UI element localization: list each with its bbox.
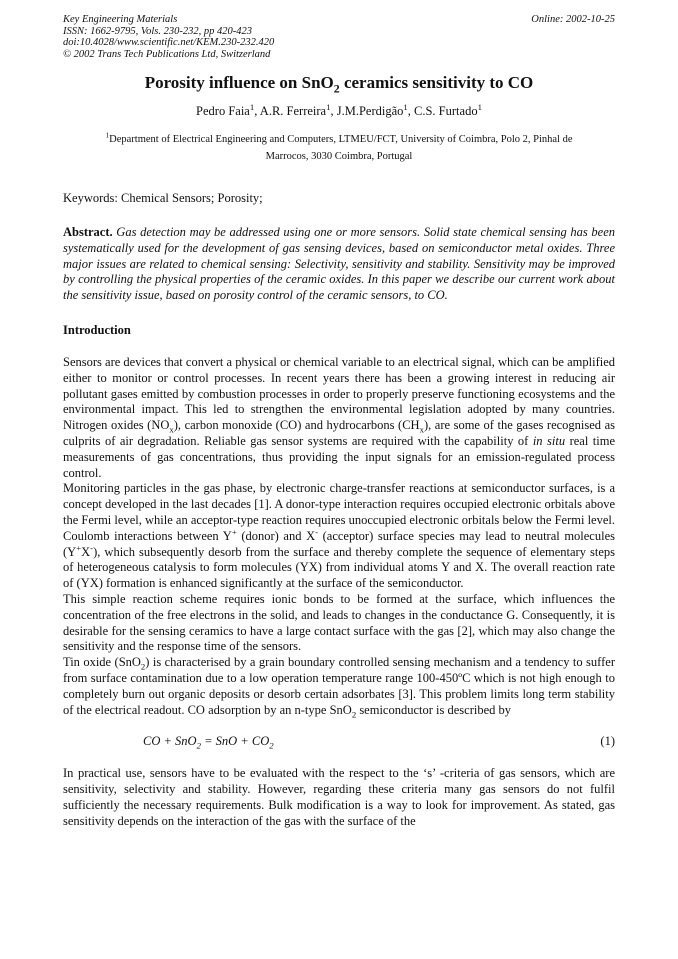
paper-title: Porosity influence on SnO$_2$ ceramics sensitivity to CO bbox=[144, 73, 534, 96]
abstract bbox=[63, 225, 615, 304]
paragraph: This simple reaction scheme requires ionic bonds to be formed at the surface, which influences the concentration of the free electrons in the solid, and leads to changes in the conductance G. Consequently, it is desirable for the sensing ceramics to have a large contact surface with the gas [2], which may also change the sensitivity and the response time of the sensors. bbox=[63, 591, 615, 654]
paragraph: In practical use, sensors have to be evaluated with the respect to the ‘s’ -criteria of gas sensors, which are sensitivity, selectivity and stability. However, regarding these criteria many gas sensors do not fulfil sufficiently the necessary requirements. Bulk modification is a way to look for improvement. As stated, gas sensitivity depends on the interaction of the gas with the surface of the bbox=[63, 766, 615, 828]
abstract-label: Abstract. bbox=[63, 225, 113, 239]
online-date: Online: 2002-10-25 bbox=[531, 14, 615, 25]
author: A.R. Ferreira bbox=[259, 104, 327, 118]
journal-copyright: © 2002 Trans Tech Publications Ltd, Switzerland bbox=[63, 48, 271, 60]
keywords: Keywords: Chemical Sensors; Porosity; bbox=[63, 191, 263, 205]
paper-page bbox=[63, 14, 615, 830]
abstract-text: Gas detection may be addressed using one or more sensors. Solid state chemical sensing has been systematically used for the development of gas sensing devices, based on semiconductor metal oxides. Three major issues are related to chemical sensing: Selectivity, sensitivity and stability. Sensitivity may be improved by controlling the physical properties of the ceramic oxides. In this paper we describe our current work about the sensitivity issue, based on porosity control of the ceramic sensors, to CO. bbox=[63, 225, 615, 303]
journal-issn: ISSN: 1662-9795, Vols. 230-232, pp 420-423 bbox=[63, 25, 252, 37]
journal-header bbox=[63, 14, 615, 60]
introduction-body-continued bbox=[63, 766, 615, 829]
author: J.M.Perdigão bbox=[336, 104, 404, 118]
paragraph: Monitoring particles in the gas phase, by electronic charge-transfer reactions at semiconductor surfaces, is a concept developed in the last decades [1]. A donor-type interaction requires occupied electronic orbitals above the Fermi level, while an acceptor-type reaction requires unoccupied electronic orbitals below the Fermi level. Coulomb interactions between Y+ (donor) and X- (acceptor) surface species may lead to neutral molecules (Y+X-), which subsequently desorb from the surface and thereby complete the sequence of elementary steps of heterogeneous catalysis to form molecules (YX) from individual atoms Y and X. The overall reaction rate of (YX) formation is enhanced significantly at the surface of the semiconductor. bbox=[63, 481, 615, 591]
equation-number: (1) bbox=[600, 734, 615, 749]
journal-doi: doi:10.4028/www.scientific.net/KEM.230-232.420 bbox=[63, 37, 275, 48]
section-title-introduction: Introduction bbox=[63, 322, 131, 337]
paragraph: Sensors are devices that convert a physical or chemical variable to an electrical signal, which can be amplified either to monitor or control processes. In recent years there has been a growing interest in reducing air pollutant gases emitted by combustion processes in order to properly preserve functioning ecosystems and the environmental impact. This led to strengthen the environmental legislation adopted by many countries. Nitrogen oxides $(NO_x)$, carbon monoxide (CO) and hydrocarbons $(CH_x)$, are some of the gases recognised as culprits of air degradation. Reliable gas sensor systems are required with the capability of in situ real time measurements of gas concentrations, thus providing the input signals for an emission-regulated process control. bbox=[63, 354, 616, 480]
author: C.S. Furtado bbox=[414, 104, 478, 118]
introduction-body bbox=[63, 355, 615, 718]
affiliation: $^1$Department of Electrical Engineering and Computers, LTMEU/FCT, University of Coimbra, Polo 2, Pinhal de Marrocos, 3030 Coimbra, Portugal bbox=[105, 130, 573, 162]
equation-1 bbox=[63, 734, 615, 750]
paragraph: Tin oxide (SnO$_2$) is characterised by a grain boundary controlled sensing mechanism and a tendency to suffer from surface contamination due to a low operation temperature range 100-450ºC which is not high enough to completely burn out organic deposits or desorb certain adsorbates [3]. This problem limits long term stability of the electrical readout. CO adsorption by an n-type SnO$_2$ semiconductor is described by bbox=[63, 655, 615, 720]
equation-expression: CO + SnO$_2$ = SnO + $CO_2$ bbox=[143, 734, 274, 751]
author-list: Pedro Faia$^1$, A.R. Ferreira$^1$, J.M.Perdigão$^1$, C.S. Furtado$^1$ bbox=[196, 101, 482, 118]
author: Pedro Faia bbox=[196, 104, 250, 118]
journal-name: Key Engineering Materials bbox=[63, 14, 178, 25]
